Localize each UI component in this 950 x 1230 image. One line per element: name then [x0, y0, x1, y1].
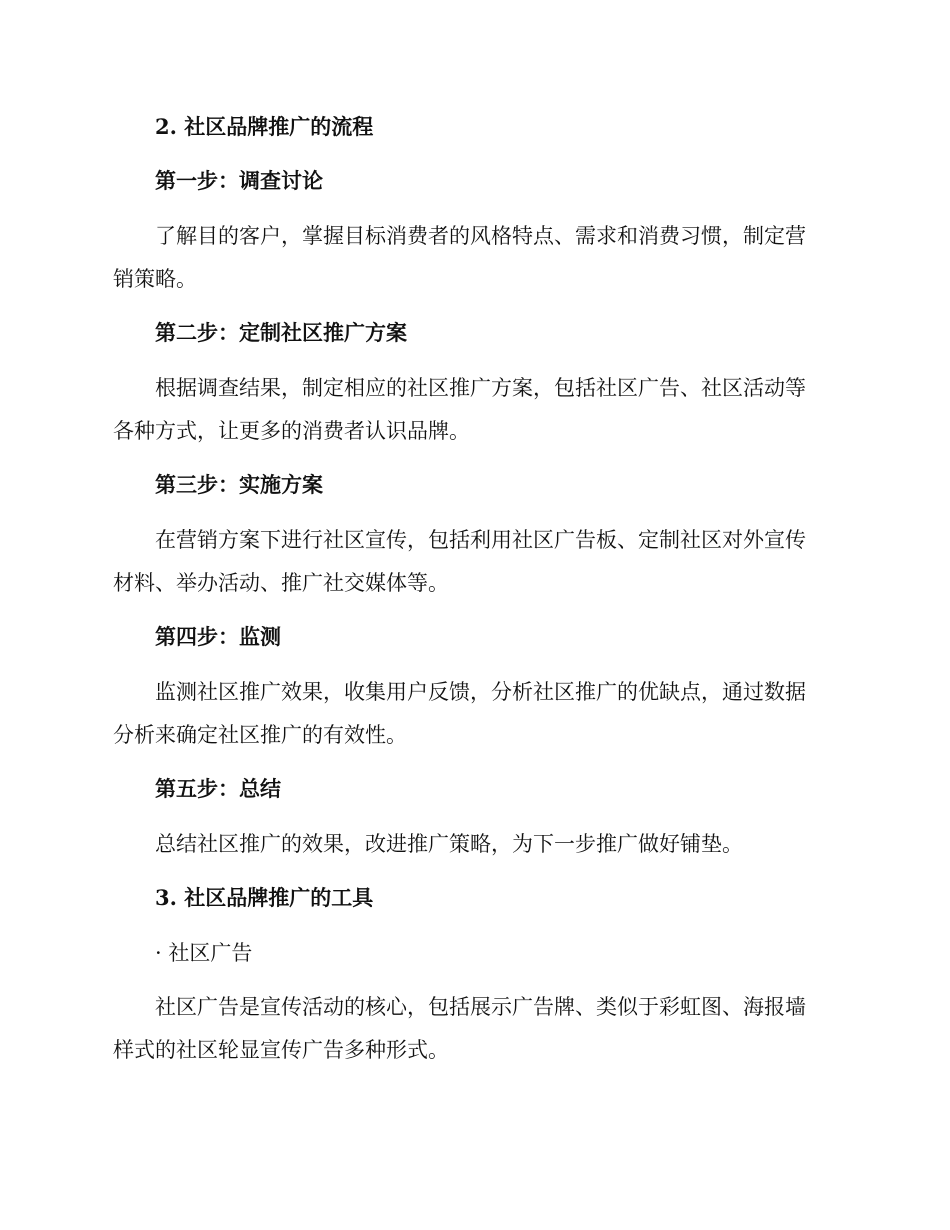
tool1-bullet: · 社区广告 [155, 941, 253, 965]
step1-paragraph-line1: 了解目的客户，掌握目标消费者的风格特点、需求和消费习惯，制定营 [155, 224, 806, 248]
section-heading-tools: 3. 社区品牌推广的工具 [155, 885, 374, 910]
tool1-paragraph-line2: 样式的社区轮显宣传广告多种形式。 [113, 1038, 449, 1062]
step4-heading: 第四步：监测 [155, 624, 281, 649]
step1-paragraph-line2: 销策略。 [113, 267, 197, 291]
step1-heading: 第一步：调查讨论 [155, 168, 323, 193]
step5-paragraph-line1: 总结社区推广的效果，改进推广策略，为下一步推广做好铺垫。 [155, 832, 743, 856]
step2-paragraph-line1: 根据调查结果，制定相应的社区推广方案，包括社区广告、社区活动等 [155, 376, 806, 400]
step2-heading: 第二步：定制社区推广方案 [155, 320, 407, 345]
step3-paragraph-line2: 材料、举办活动、推广社交媒体等。 [113, 571, 449, 595]
tool1-paragraph-line1: 社区广告是宣传活动的核心，包括展示广告牌、类似于彩虹图、海报墙 [155, 995, 806, 1019]
step2-paragraph-line2: 各种方式，让更多的消费者认识品牌。 [113, 419, 470, 443]
section-heading-process: 2. 社区品牌推广的流程 [155, 114, 374, 139]
step4-paragraph-line1: 监测社区推广效果，收集用户反馈，分析社区推广的优缺点，通过数据 [155, 680, 806, 704]
step3-heading: 第三步：实施方案 [155, 472, 323, 497]
step5-heading: 第五步：总结 [155, 776, 281, 801]
step4-paragraph-line2: 分析来确定社区推广的有效性。 [113, 723, 407, 747]
step3-paragraph-line1: 在营销方案下进行社区宣传，包括利用社区广告板、定制社区对外宣传 [155, 528, 806, 552]
